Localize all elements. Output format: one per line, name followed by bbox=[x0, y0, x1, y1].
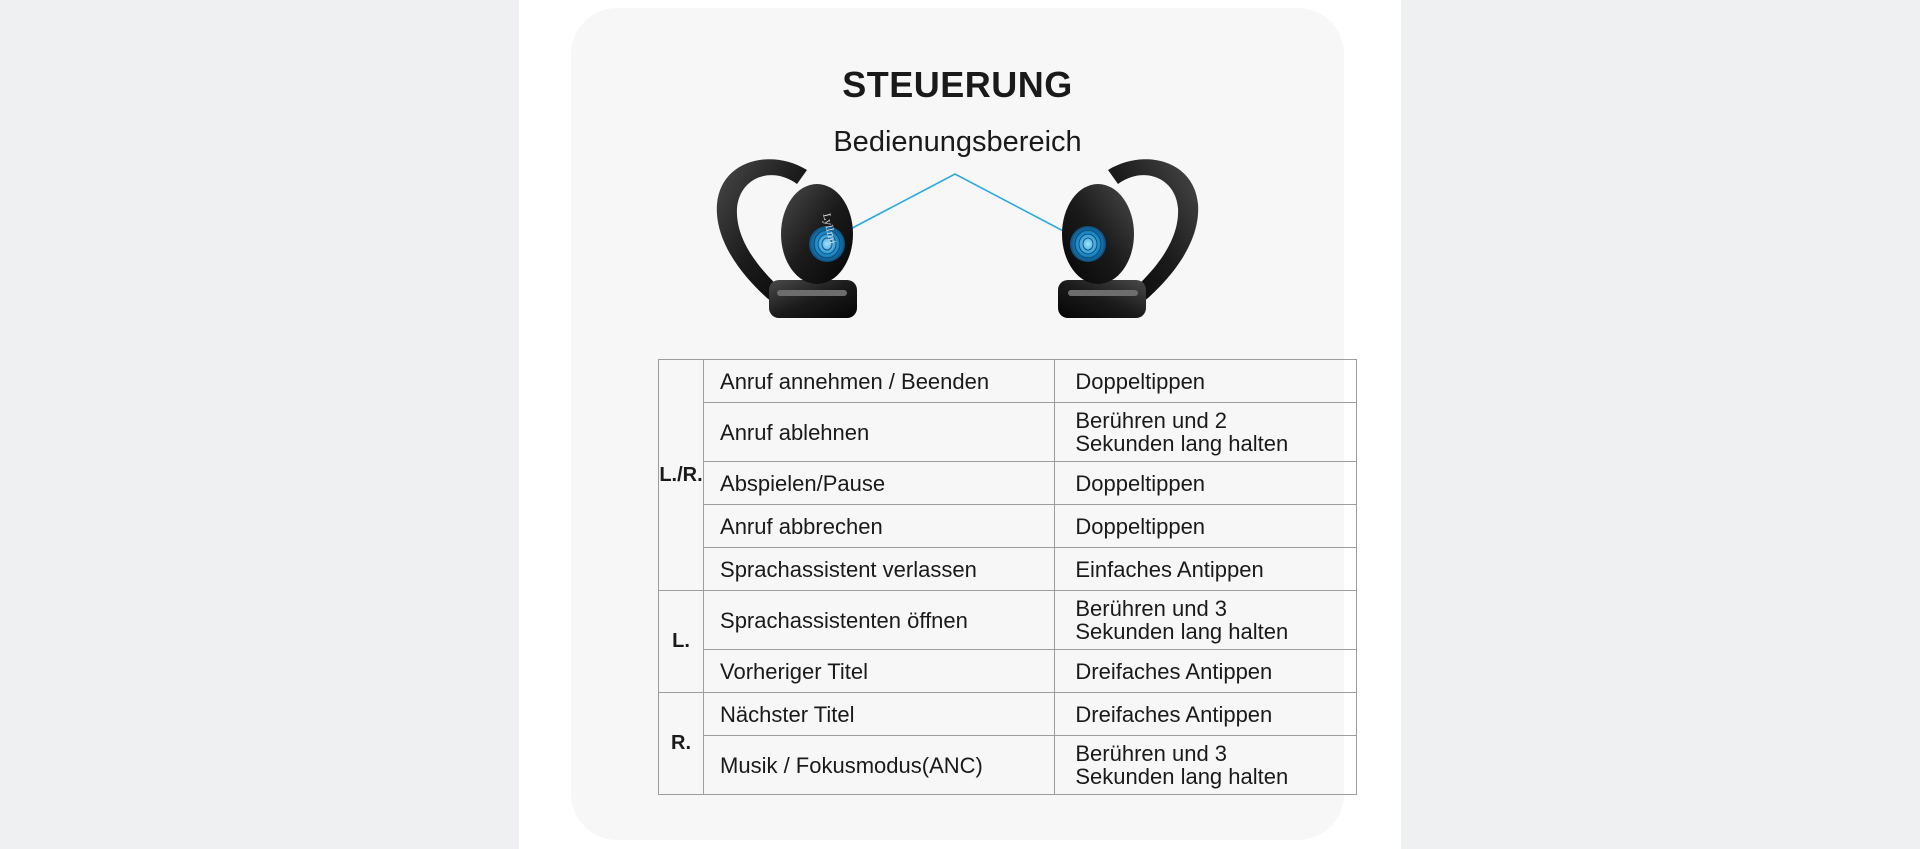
pointer-line bbox=[841, 174, 1069, 234]
gesture-cell bbox=[1055, 736, 1357, 795]
gesture-cell: Doppeltippen bbox=[1055, 505, 1357, 548]
side-label-both: L./R. bbox=[659, 360, 704, 591]
action-cell: Vorheriger Titel bbox=[704, 650, 1055, 693]
gesture-cell: Doppeltippen bbox=[1055, 462, 1357, 505]
table-row bbox=[659, 693, 1357, 736]
action-cell: Sprachassistenten öffnen bbox=[704, 591, 1055, 650]
gesture-line: Berühren und 3 bbox=[1075, 596, 1228, 621]
gesture-cell: Dreifaches Antippen bbox=[1055, 650, 1357, 693]
gesture-line: Berühren und 3 bbox=[1075, 741, 1228, 766]
page-title: STEUERUNG bbox=[842, 64, 1073, 105]
table-row bbox=[659, 650, 1357, 693]
action-cell: Abspielen/Pause bbox=[704, 462, 1055, 505]
side-label-right: R. bbox=[659, 693, 704, 795]
gesture-cell bbox=[1055, 591, 1357, 650]
gesture-line: Sekunden lang halten bbox=[1075, 619, 1289, 644]
gesture-cell: Doppeltippen bbox=[1055, 360, 1357, 403]
action-cell: Musik / Fokusmodus(ANC) bbox=[704, 736, 1055, 795]
brand-logo: Lyllmi bbox=[820, 212, 838, 246]
control-area-label: Bedienungsbereich bbox=[833, 126, 1082, 158]
table-row bbox=[659, 505, 1357, 548]
table-row bbox=[659, 591, 1357, 650]
right-earbud bbox=[1058, 159, 1198, 318]
earbuds-illustration bbox=[571, 8, 1344, 348]
table-row bbox=[659, 548, 1357, 591]
table-row bbox=[659, 736, 1357, 795]
gesture-line: Sekunden lang halten bbox=[1075, 764, 1289, 789]
table-row bbox=[659, 462, 1357, 505]
table-row bbox=[659, 403, 1357, 462]
gesture-line: Sekunden lang halten bbox=[1075, 431, 1289, 456]
gesture-cell bbox=[1055, 403, 1357, 462]
controls-card bbox=[571, 8, 1344, 840]
action-cell: Nächster Titel bbox=[704, 693, 1055, 736]
action-cell: Sprachassistent verlassen bbox=[704, 548, 1055, 591]
action-cell: Anruf abbrechen bbox=[704, 505, 1055, 548]
page bbox=[519, 0, 1401, 849]
left-earbud bbox=[717, 159, 857, 318]
gesture-cell: Dreifaches Antippen bbox=[1055, 693, 1357, 736]
action-cell: Anruf ablehnen bbox=[704, 403, 1055, 462]
gesture-line: Berühren und 2 bbox=[1075, 408, 1228, 433]
gesture-cell: Einfaches Antippen bbox=[1055, 548, 1357, 591]
table-row bbox=[659, 360, 1357, 403]
pointer-lines bbox=[841, 174, 1069, 234]
action-cell: Anruf annehmen / Beenden bbox=[704, 360, 1055, 403]
controls-table bbox=[658, 359, 1357, 795]
side-label-left: L. bbox=[659, 591, 704, 693]
